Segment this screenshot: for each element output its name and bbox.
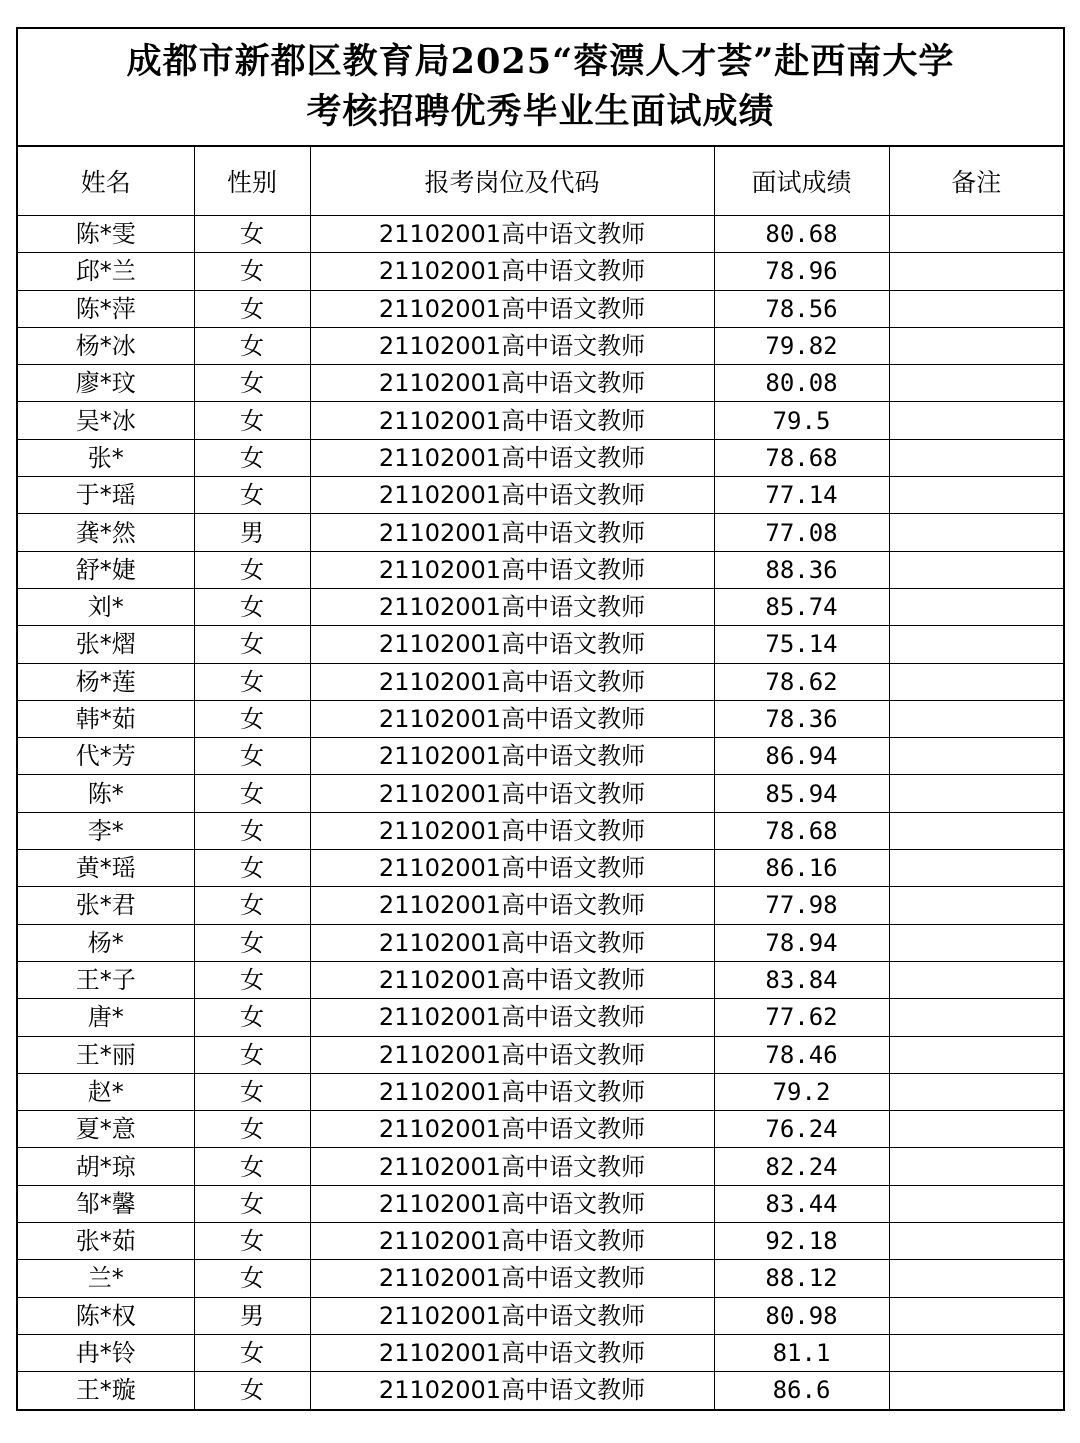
cell-name: 王*丽 xyxy=(18,1036,194,1073)
cell-name: 刘* xyxy=(18,588,194,625)
cell-name: 赵* xyxy=(18,1073,194,1110)
cell-name: 于*瑶 xyxy=(18,477,194,514)
cell-name: 陈* xyxy=(18,775,194,812)
cell-name: 张*茹 xyxy=(18,1223,194,1260)
cell-score: 80.68 xyxy=(714,216,889,253)
cell-note xyxy=(889,738,1063,775)
cell-gender: 女 xyxy=(194,1036,310,1073)
table-body xyxy=(18,216,1063,1409)
cell-position: 21102001高中语文教师 xyxy=(310,663,714,700)
table-row xyxy=(18,216,1063,253)
table-row xyxy=(18,1334,1063,1371)
cell-note xyxy=(889,327,1063,364)
table-row xyxy=(18,1372,1063,1409)
cell-position: 21102001高中语文教师 xyxy=(310,327,714,364)
header-gender: 性别 xyxy=(194,147,310,216)
cell-name: 舒*婕 xyxy=(18,551,194,588)
cell-gender: 女 xyxy=(194,663,310,700)
cell-gender: 女 xyxy=(194,327,310,364)
cell-gender: 女 xyxy=(194,1260,310,1297)
cell-note xyxy=(889,924,1063,961)
table-row xyxy=(18,700,1063,737)
cell-name: 杨* xyxy=(18,924,194,961)
title-line-2: 考核招聘优秀毕业生面试成绩 xyxy=(306,91,775,132)
cell-note xyxy=(889,477,1063,514)
table-row xyxy=(18,1260,1063,1297)
cell-score: 78.62 xyxy=(714,663,889,700)
cell-note xyxy=(889,700,1063,737)
table-row xyxy=(18,663,1063,700)
table-row xyxy=(18,961,1063,998)
table-row xyxy=(18,327,1063,364)
cell-gender: 女 xyxy=(194,887,310,924)
cell-position: 21102001高中语文教师 xyxy=(310,1185,714,1222)
cell-gender: 女 xyxy=(194,812,310,849)
table-row xyxy=(18,1185,1063,1222)
cell-name: 杨*莲 xyxy=(18,663,194,700)
score-sheet xyxy=(16,27,1065,1411)
cell-gender: 女 xyxy=(194,700,310,737)
cell-name: 黄*瑶 xyxy=(18,850,194,887)
cell-gender: 女 xyxy=(194,1372,310,1409)
cell-position: 21102001高中语文教师 xyxy=(310,1297,714,1334)
cell-note xyxy=(889,514,1063,551)
cell-score: 78.94 xyxy=(714,924,889,961)
cell-name: 胡*琼 xyxy=(18,1148,194,1185)
cell-score: 80.08 xyxy=(714,365,889,402)
cell-note xyxy=(889,1297,1063,1334)
table-row xyxy=(18,1036,1063,1073)
header-score: 面试成绩 xyxy=(714,147,889,216)
table-row xyxy=(18,1223,1063,1260)
cell-gender: 女 xyxy=(194,402,310,439)
cell-score: 86.6 xyxy=(714,1372,889,1409)
cell-name: 陈*权 xyxy=(18,1297,194,1334)
table-row xyxy=(18,477,1063,514)
table-row xyxy=(18,514,1063,551)
cell-name: 廖*玟 xyxy=(18,365,194,402)
cell-position: 21102001高中语文教师 xyxy=(310,551,714,588)
cell-position: 21102001高中语文教师 xyxy=(310,1260,714,1297)
cell-position: 21102001高中语文教师 xyxy=(310,850,714,887)
cell-gender: 女 xyxy=(194,365,310,402)
cell-gender: 女 xyxy=(194,775,310,812)
cell-gender: 男 xyxy=(194,514,310,551)
cell-position: 21102001高中语文教师 xyxy=(310,588,714,625)
table-row xyxy=(18,290,1063,327)
cell-score: 78.56 xyxy=(714,290,889,327)
cell-note xyxy=(889,1223,1063,1260)
table-row xyxy=(18,999,1063,1036)
cell-position: 21102001高中语文教师 xyxy=(310,514,714,551)
cell-note xyxy=(889,812,1063,849)
cell-note xyxy=(889,663,1063,700)
cell-position: 21102001高中语文教师 xyxy=(310,999,714,1036)
cell-note xyxy=(889,961,1063,998)
cell-gender: 女 xyxy=(194,961,310,998)
cell-name: 王*子 xyxy=(18,961,194,998)
header-row xyxy=(18,147,1063,216)
title-line-1: 成都市新都区教育局2025“蓉漂人才荟”赴西南大学 xyxy=(126,41,955,82)
table-row xyxy=(18,253,1063,290)
cell-name: 陈*雯 xyxy=(18,216,194,253)
cell-name: 吴*冰 xyxy=(18,402,194,439)
cell-gender: 女 xyxy=(194,216,310,253)
cell-gender: 女 xyxy=(194,924,310,961)
cell-name: 唐* xyxy=(18,999,194,1036)
cell-note xyxy=(889,1185,1063,1222)
cell-score: 86.94 xyxy=(714,738,889,775)
cell-gender: 女 xyxy=(194,999,310,1036)
cell-position: 21102001高中语文教师 xyxy=(310,812,714,849)
cell-gender: 女 xyxy=(194,1111,310,1148)
cell-position: 21102001高中语文教师 xyxy=(310,700,714,737)
cell-score: 77.14 xyxy=(714,477,889,514)
cell-position: 21102001高中语文教师 xyxy=(310,1036,714,1073)
cell-note xyxy=(889,216,1063,253)
table-row xyxy=(18,626,1063,663)
cell-position: 21102001高中语文教师 xyxy=(310,1334,714,1371)
cell-name: 龚*然 xyxy=(18,514,194,551)
table-row xyxy=(18,738,1063,775)
document-title xyxy=(18,29,1063,147)
cell-score: 75.14 xyxy=(714,626,889,663)
table-row xyxy=(18,1148,1063,1185)
cell-note xyxy=(889,1036,1063,1073)
score-table xyxy=(18,147,1063,1409)
cell-position: 21102001高中语文教师 xyxy=(310,924,714,961)
cell-score: 83.44 xyxy=(714,1185,889,1222)
table-row xyxy=(18,402,1063,439)
cell-note xyxy=(889,439,1063,476)
cell-position: 21102001高中语文教师 xyxy=(310,290,714,327)
table-row xyxy=(18,924,1063,961)
cell-gender: 女 xyxy=(194,1185,310,1222)
cell-gender: 女 xyxy=(194,588,310,625)
cell-position: 21102001高中语文教师 xyxy=(310,253,714,290)
cell-score: 77.62 xyxy=(714,999,889,1036)
cell-note xyxy=(889,1148,1063,1185)
cell-score: 77.98 xyxy=(714,887,889,924)
cell-score: 78.46 xyxy=(714,1036,889,1073)
table-row xyxy=(18,1111,1063,1148)
cell-note xyxy=(889,626,1063,663)
table-row xyxy=(18,887,1063,924)
cell-name: 张*君 xyxy=(18,887,194,924)
table-row xyxy=(18,850,1063,887)
header-note: 备注 xyxy=(889,147,1063,216)
cell-note xyxy=(889,775,1063,812)
cell-gender: 女 xyxy=(194,439,310,476)
cell-position: 21102001高中语文教师 xyxy=(310,1111,714,1148)
cell-score: 86.16 xyxy=(714,850,889,887)
cell-name: 张* xyxy=(18,439,194,476)
cell-score: 78.68 xyxy=(714,812,889,849)
cell-score: 85.94 xyxy=(714,775,889,812)
cell-name: 邹*馨 xyxy=(18,1185,194,1222)
cell-note xyxy=(889,290,1063,327)
cell-position: 21102001高中语文教师 xyxy=(310,961,714,998)
cell-score: 81.1 xyxy=(714,1334,889,1371)
cell-score: 79.5 xyxy=(714,402,889,439)
cell-position: 21102001高中语文教师 xyxy=(310,1148,714,1185)
table-row xyxy=(18,588,1063,625)
header-name: 姓名 xyxy=(18,147,194,216)
cell-score: 92.18 xyxy=(714,1223,889,1260)
table-row xyxy=(18,1073,1063,1110)
cell-score: 78.96 xyxy=(714,253,889,290)
cell-score: 78.36 xyxy=(714,700,889,737)
cell-position: 21102001高中语文教师 xyxy=(310,626,714,663)
cell-score: 79.82 xyxy=(714,327,889,364)
cell-name: 杨*冰 xyxy=(18,327,194,364)
cell-position: 21102001高中语文教师 xyxy=(310,887,714,924)
header-position: 报考岗位及代码 xyxy=(310,147,714,216)
cell-score: 85.74 xyxy=(714,588,889,625)
cell-name: 王*璇 xyxy=(18,1372,194,1409)
cell-gender: 女 xyxy=(194,1148,310,1185)
cell-name: 兰* xyxy=(18,1260,194,1297)
cell-name: 陈*萍 xyxy=(18,290,194,327)
cell-gender: 女 xyxy=(194,1073,310,1110)
cell-name: 韩*茹 xyxy=(18,700,194,737)
table-row xyxy=(18,1297,1063,1334)
table-row xyxy=(18,775,1063,812)
table-row xyxy=(18,439,1063,476)
cell-score: 83.84 xyxy=(714,961,889,998)
cell-score: 88.36 xyxy=(714,551,889,588)
cell-gender: 男 xyxy=(194,1297,310,1334)
cell-note xyxy=(889,365,1063,402)
cell-position: 21102001高中语文教师 xyxy=(310,1073,714,1110)
table-row xyxy=(18,812,1063,849)
cell-position: 21102001高中语文教师 xyxy=(310,402,714,439)
cell-score: 79.2 xyxy=(714,1073,889,1110)
table-row xyxy=(18,551,1063,588)
cell-note xyxy=(889,1334,1063,1371)
cell-name: 代*芳 xyxy=(18,738,194,775)
cell-score: 78.68 xyxy=(714,439,889,476)
cell-gender: 女 xyxy=(194,1334,310,1371)
cell-note xyxy=(889,850,1063,887)
cell-gender: 女 xyxy=(194,253,310,290)
cell-name: 张*熠 xyxy=(18,626,194,663)
table-row xyxy=(18,365,1063,402)
cell-score: 76.24 xyxy=(714,1111,889,1148)
cell-position: 21102001高中语文教师 xyxy=(310,1372,714,1409)
cell-score: 82.24 xyxy=(714,1148,889,1185)
cell-position: 21102001高中语文教师 xyxy=(310,1223,714,1260)
cell-note xyxy=(889,1372,1063,1409)
cell-score: 77.08 xyxy=(714,514,889,551)
cell-note xyxy=(889,1111,1063,1148)
cell-score: 80.98 xyxy=(714,1297,889,1334)
cell-note xyxy=(889,999,1063,1036)
cell-position: 21102001高中语文教师 xyxy=(310,775,714,812)
cell-note xyxy=(889,1260,1063,1297)
cell-position: 21102001高中语文教师 xyxy=(310,216,714,253)
cell-note xyxy=(889,402,1063,439)
cell-name: 冉*铃 xyxy=(18,1334,194,1371)
cell-name: 夏*意 xyxy=(18,1111,194,1148)
cell-gender: 女 xyxy=(194,626,310,663)
cell-position: 21102001高中语文教师 xyxy=(310,439,714,476)
cell-position: 21102001高中语文教师 xyxy=(310,365,714,402)
cell-gender: 女 xyxy=(194,551,310,588)
cell-note xyxy=(889,887,1063,924)
cell-note xyxy=(889,588,1063,625)
cell-position: 21102001高中语文教师 xyxy=(310,738,714,775)
cell-gender: 女 xyxy=(194,1223,310,1260)
cell-note xyxy=(889,1073,1063,1110)
cell-score: 88.12 xyxy=(714,1260,889,1297)
cell-name: 李* xyxy=(18,812,194,849)
cell-note xyxy=(889,253,1063,290)
cell-gender: 女 xyxy=(194,290,310,327)
cell-name: 邱*兰 xyxy=(18,253,194,290)
cell-gender: 女 xyxy=(194,477,310,514)
cell-note xyxy=(889,551,1063,588)
cell-gender: 女 xyxy=(194,738,310,775)
cell-position: 21102001高中语文教师 xyxy=(310,477,714,514)
cell-gender: 女 xyxy=(194,850,310,887)
